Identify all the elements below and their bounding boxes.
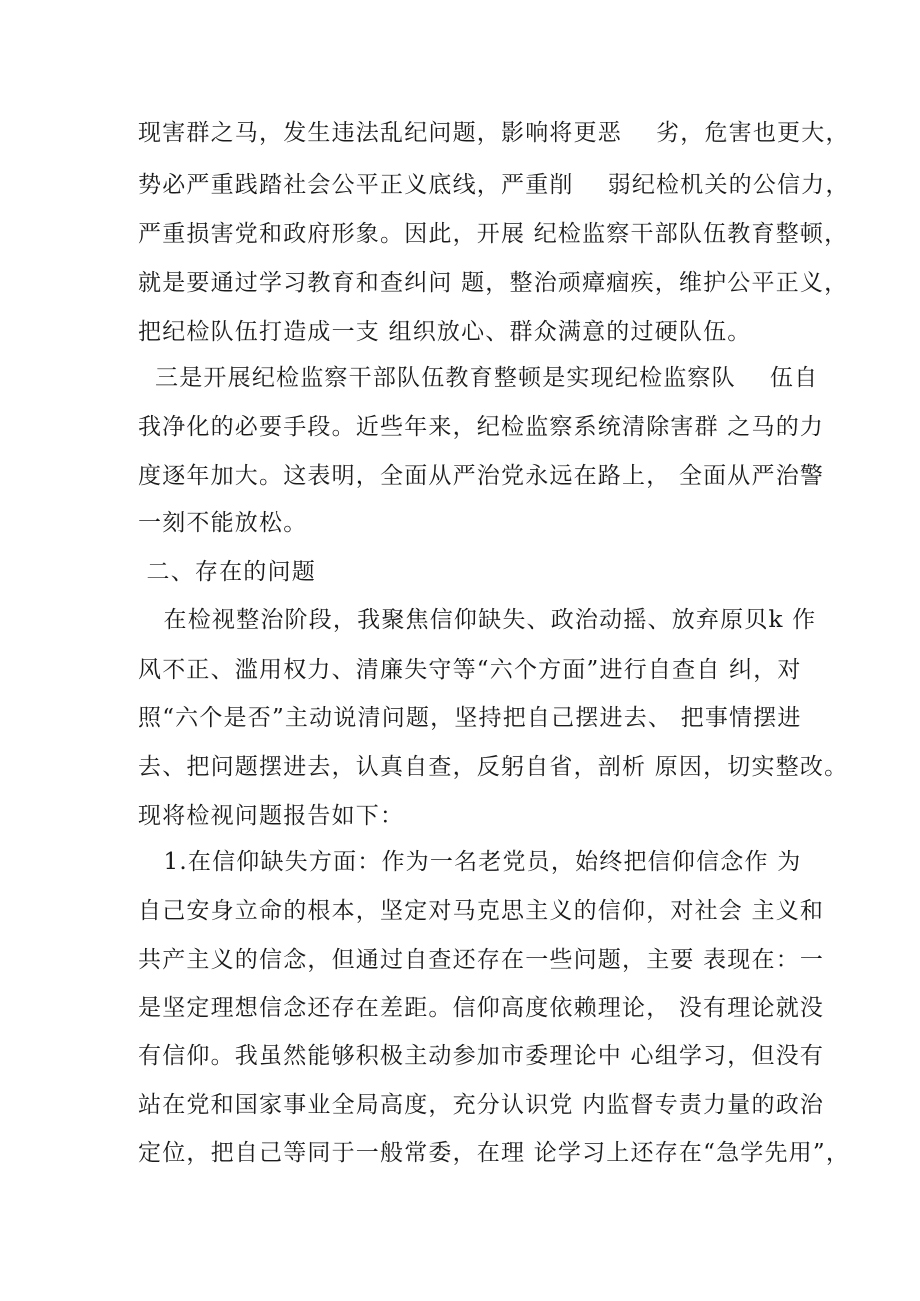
text-line: 三是开展纪检监察干部队伍教育整顿是实现纪检监察队 伍自: [138, 365, 819, 391]
text-line: 就是要通过学习教育和查纠问 题，整治顽瘴痼疾，维护公平正义，: [138, 270, 849, 296]
section-heading: 二、存在的问题: [138, 559, 316, 585]
text-line: 一刻不能放松。: [138, 510, 308, 536]
text-line: 度逐年加大。这表明，全面从严治党永远在路上， 全面从严治警: [138, 463, 825, 489]
text-line: 势必严重践踏社会公平正义底线，严重削 弱纪检机关的公信力，: [138, 172, 850, 198]
text-line: 现将检视问题报告如下：: [138, 803, 405, 829]
text-line: 照“六个是否”主动说清问题，坚持把自己摆进去、 把事情摆进: [138, 705, 802, 731]
text-line: 去、把问题摆进去，认真自查，反躬自省，剖析 原因，切实整改。: [138, 754, 849, 780]
text-line: 定位，把自己等同于一般常委，在理 论学习上还存在“急学先用”，: [138, 1140, 851, 1166]
text-line: 现害群之马，发生违法乱纪问题，影响将更恶 劣，危害也更大，: [138, 120, 850, 146]
text-line: 有信仰。我虽然能够积极主动参加市委理论中 心组学习，但没有: [138, 1043, 825, 1069]
text-line: 是坚定理想信念还存在差距。信仰高度依赖理论， 没有理论就没: [138, 995, 825, 1021]
text-line: 把纪检队伍打造成一支 组织放心、群众满意的过硬队伍。: [138, 319, 752, 345]
text-line: 共产主义的信念，但通过自查还存在一些问题，主要 表现在：一: [138, 947, 825, 973]
text-line: 站在党和国家事业全局高度，充分认识党 内监督专责力量的政治: [138, 1092, 825, 1118]
text-line: 严重损害党和政府形象。因此，开展 纪检监察干部队伍教育整顿，: [138, 221, 849, 247]
text-line: 1.在信仰缺失方面：作为一名老党员，始终把信仰信念作 为: [138, 849, 802, 875]
text-line: 我净化的必要手段。近些年来，纪检监察系统清除害群 之马的力: [138, 414, 825, 440]
text-line: 在检视整治阶段，我聚焦信仰缺失、政治动摇、放弃原贝k 作: [138, 607, 817, 633]
text-line: 风不正、滥用权力、清廉失守等“六个方面”进行自查自 纠，对: [138, 657, 802, 683]
text-line: 自己安身立命的根本，坚定对马克思主义的信仰，对社会 主义和: [138, 898, 825, 924]
